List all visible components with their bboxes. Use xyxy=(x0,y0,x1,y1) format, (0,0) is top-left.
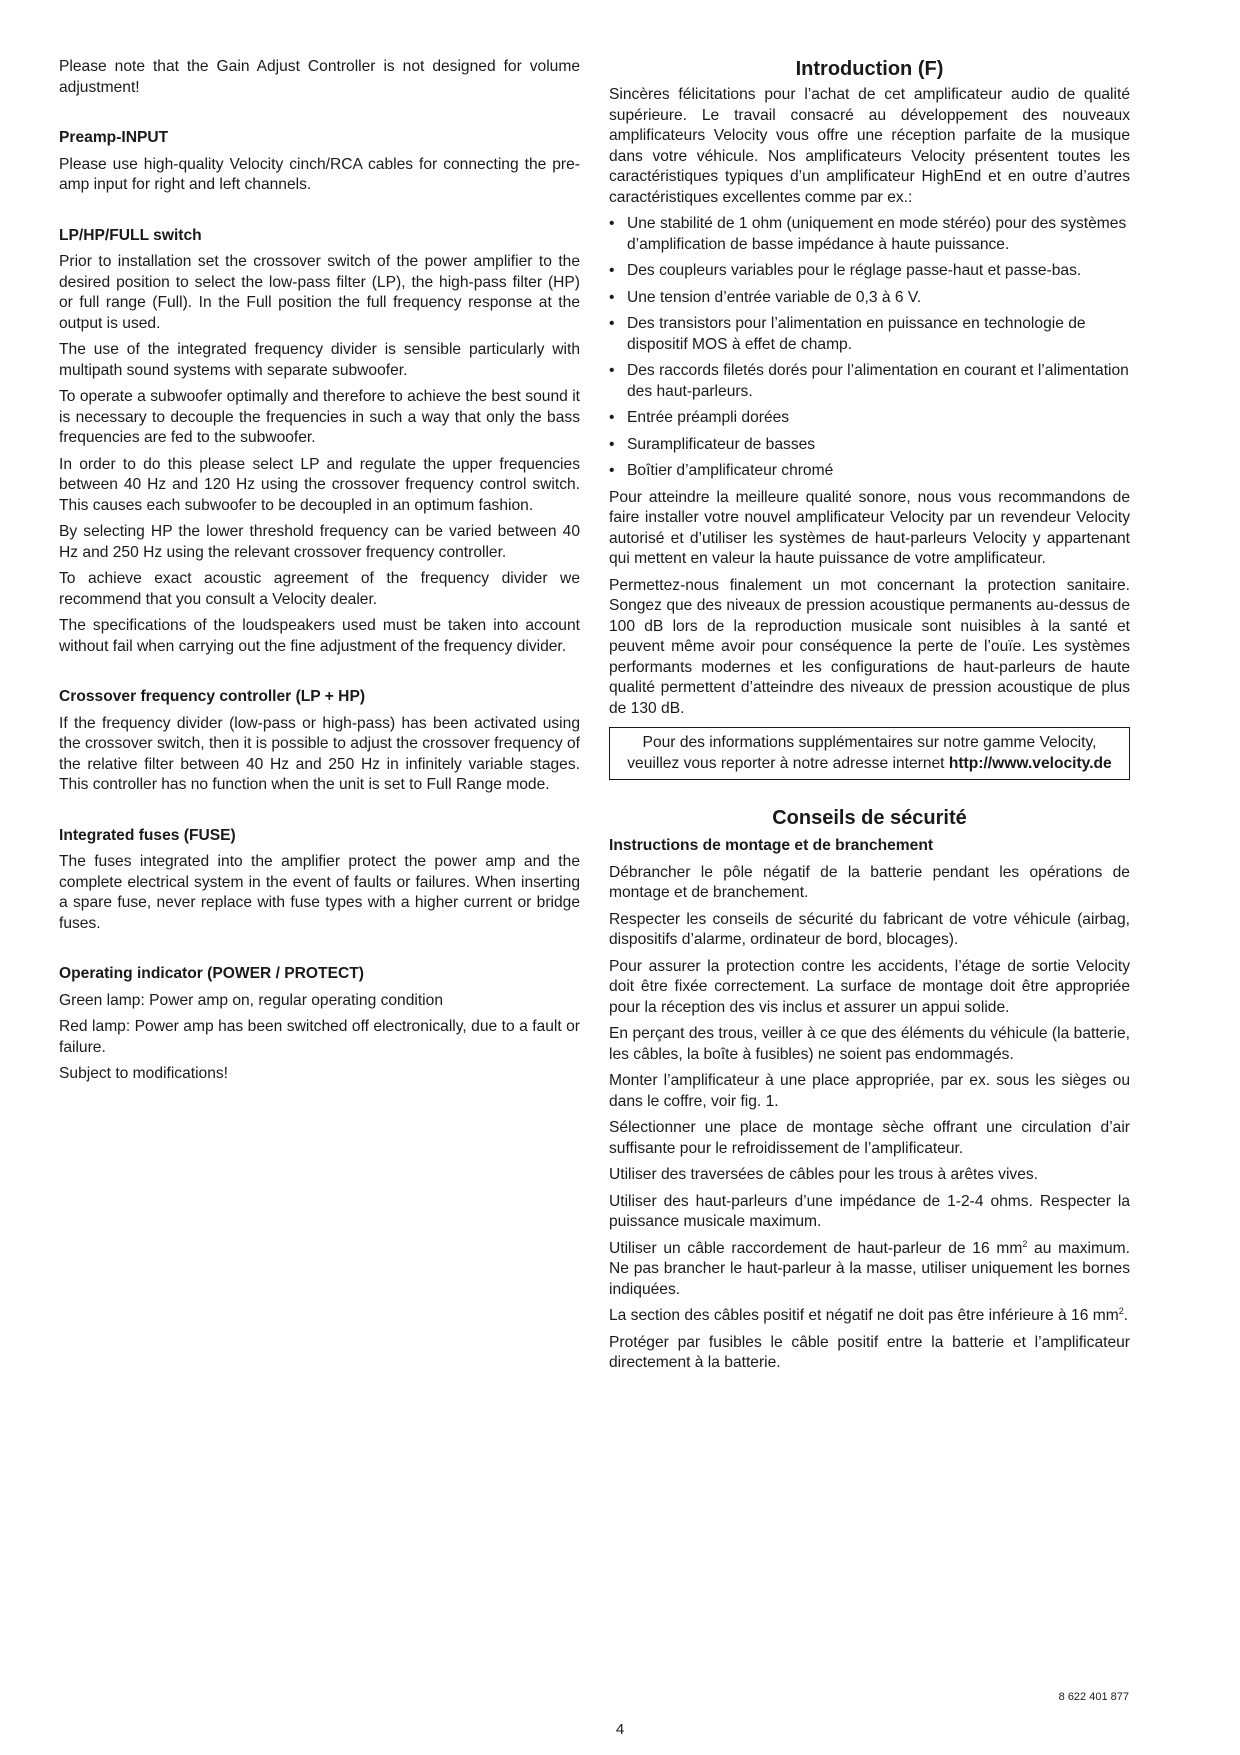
preamp-text: Please use high-quality Velocity cinch/RCA cables for connecting the pre-amp input for right and left channels. xyxy=(59,155,580,193)
page-number: 4 xyxy=(615,1721,625,1738)
bullet-icon: • xyxy=(609,362,615,379)
left-column xyxy=(59,57,580,1115)
safety-paragraph: En perçant des trous, veiller à ce que des éléments du véhicule (la batterie, les câbles, la boîte à fusibles) ne soient pas endommagés. xyxy=(609,1025,1130,1063)
preamp-heading: Preamp-INPUT xyxy=(59,129,169,146)
list-item-text: Des coupleurs variables pour le réglage passe-haut et passe-bas. xyxy=(627,262,1082,279)
safety-paragraph: Monter l’amplificateur à une place appropriée, par ex. sous les sièges ou dans le coffre, voir fig. 1. xyxy=(609,1072,1130,1110)
bullet-icon: • xyxy=(609,315,615,332)
crossover-section xyxy=(59,687,580,796)
modifications-note: Subject to modifications! xyxy=(59,1065,229,1082)
indicator-heading: Operating indicator (POWER / PROTECT) xyxy=(59,965,364,982)
indicator-section xyxy=(59,964,580,1085)
bullet-icon: • xyxy=(609,215,615,232)
superscript: 2 xyxy=(1118,1305,1124,1316)
safety-subheading: Instructions de montage et de branchement xyxy=(609,837,934,854)
fuses-section xyxy=(59,826,580,935)
preamp-section xyxy=(59,128,580,196)
dealer-paragraph: Pour atteindre la meilleure qualité sonore, nous vous recommandons de faire installer votre nouvel amplificateur Velocity par un revendeur Velocity autorisé et d’utiliser les systèmes de haut-parleurs Velocity y appartenant qui mettent en valeur la haute puissance de votre amplificateur. xyxy=(609,488,1130,567)
safety-paragraph: Utiliser des haut-parleurs d’une impédance de 1-2-4 ohms. Respecter la puissance musicale maximum. xyxy=(609,1192,1130,1230)
red-lamp-text: Red lamp: Power amp has been switched off electronically, due to a fault or failure. xyxy=(59,1018,580,1056)
bullet-icon: • xyxy=(609,409,615,426)
gain-note-section xyxy=(59,57,580,98)
safety-paragraph xyxy=(609,1239,1130,1301)
cable-text-b: au maximum. Ne pas brancher le haut-parleur à la masse, utiliser uniquement les bornes indiquées. xyxy=(609,1239,1130,1298)
safety-paragraph xyxy=(609,1306,1130,1327)
list-item-text: Entrée préampli dorées xyxy=(627,409,790,426)
superscript: 2 xyxy=(1022,1238,1028,1249)
list-item-text: Des raccords filetés dorés pour l’alimentation en courant et l’alimentation des haut-parleurs. xyxy=(627,362,1129,400)
bullet-icon: • xyxy=(609,435,615,453)
lphp-paragraph: The use of the integrated frequency divider is sensible particularly with multipath sound systems with separate subwoofer. xyxy=(59,341,580,379)
green-lamp-text: Green lamp: Power amp on, regular operating condition xyxy=(59,991,443,1009)
info-text: Pour des informations supplémentaires sur notre gamme Velocity, veuillez vous reporter à notre adresse internet xyxy=(627,734,1097,772)
health-paragraph: Permettez-nous finalement un mot concernant la protection sanitaire. Songez que des niveaux de pression acoustique permanents au-dessus de 100 dB lors de la reproduction musicale sont nuisibles à la santé et peuvent même avoir pour conséquence la perte de l’ouïe. Les systèmes performants modernes et les configurations de haut-parleurs de haute qualité permettent d’atteindre des niveaux de pression acoustique de plus de 130 dB. xyxy=(609,576,1130,717)
list-item-text: Suramplificateur de basses xyxy=(627,435,816,453)
feature-list xyxy=(609,214,1130,482)
website-link[interactable]: http://www.velocity.de xyxy=(948,754,1112,772)
list-item xyxy=(609,314,1130,355)
safety-paragraph: Respecter les conseils de sécurité du fabricant de votre véhicule (airbag, dispositifs d’alarme, ordinateur de bord, blocages). xyxy=(609,910,1130,948)
right-column xyxy=(609,57,1130,1380)
introduction-title: Introduction (F) xyxy=(795,58,944,80)
list-item xyxy=(609,461,1130,482)
list-item-text: Boîtier d’amplificateur chromé xyxy=(627,462,834,479)
cable-text-a: Utiliser un câble raccordement de haut-parleur de 16 mm xyxy=(609,1239,1023,1257)
lphp-paragraph: The specifications of the loudspeakers used must be taken into account without fail when carrying out the fine adjustment of the frequency divider. xyxy=(59,617,580,655)
list-item xyxy=(609,288,1130,309)
safety-paragraph: Protéger par fusibles le câble positif entre la batterie et l’amplificateur directement à la batterie. xyxy=(609,1333,1130,1371)
introduction-section xyxy=(609,57,1130,780)
list-item xyxy=(609,361,1130,402)
document-code: 8 622 401 877 xyxy=(1058,1691,1129,1703)
gain-note: Please note that the Gain Adjust Controller is not designed for volume adjustment! xyxy=(59,58,580,96)
lphp-section xyxy=(59,226,580,658)
fuses-heading: Integrated fuses (FUSE) xyxy=(59,826,236,844)
lphp-paragraph: To operate a subwoofer optimally and therefore to achieve the best sound it is necessary to decouple the frequencies in such a way that only the bass frequencies are fed to the subwoofer. xyxy=(59,388,580,446)
introduction-paragraph: Sincères félicitations pour l’achat de cet amplificateur audio de qualité supérieure. Le travail consacré au développement des nouveaux amplificateurs Velocity vous offre une réception parfaite de la musique dans votre véhicule. Nos amplificateurs Velocity présentent toutes les caractéristiques typiques d’un amplificateur HighEnd et en outre d’autres caractéristiques excellentes comme par ex.: xyxy=(609,86,1130,206)
fuses-text: The fuses integrated into the amplifier protect the power amp and the complete electrical system in the event of faults or failures. When inserting a spare fuse, never replace with fuse types with a higher current or bridge fuses. xyxy=(59,853,580,932)
list-item-text: Une tension d’entrée variable de 0,3 à 6 V. xyxy=(627,288,922,306)
section-text-a: La section des câbles positif et négatif ne doit pas être inférieure à 16 mm xyxy=(609,1307,1119,1324)
lphp-paragraph: Prior to installation set the crossover switch of the power amplifier to the desired position to select the low-pass filter (LP), the high-pass filter (HP) or full range (Full). In the Full position the full frequency response at the output is used. xyxy=(59,253,580,332)
list-item-text: Des transistors pour l’alimentation en puissance en technologie de dispositif MOS à effet de champ. xyxy=(627,315,1086,353)
list-item xyxy=(609,261,1130,282)
bullet-icon: • xyxy=(609,288,615,306)
list-item xyxy=(609,214,1130,255)
safety-paragraph: Utiliser des traversées de câbles pour les trous à arêtes vives. xyxy=(609,1166,1039,1183)
safety-paragraph: Débrancher le pôle négatif de la batterie pendant les opérations de montage et de branchement. xyxy=(609,863,1130,901)
safety-paragraph: Sélectionner une place de montage sèche offrant une circulation d’air suffisante pour le refroidissement de l’amplificateur. xyxy=(609,1119,1130,1157)
lphp-paragraph: In order to do this please select LP and regulate the upper frequencies between 40 Hz and 120 Hz using the crossover frequency control switch. This causes each subwoofer to be decoupled in an optimum fashion. xyxy=(59,455,580,514)
list-item-text: Une stabilité de 1 ohm (uniquement en mode stéréo) pour des systèmes d’amplification de basse impédance à haute puissance. xyxy=(627,215,1127,253)
section-text-b: . xyxy=(1123,1307,1129,1324)
bullet-icon: • xyxy=(609,262,615,279)
safety-title: Conseils de sécurité xyxy=(772,807,967,829)
safety-paragraph: Pour assurer la protection contre les accidents, l’étage de sortie Velocity doit être fixée correctement. La surface de montage doit être appropriée pour la réception des vis inclus et assurer un appui solide. xyxy=(609,957,1130,1016)
crossover-text: If the frequency divider (low-pass or high-pass) has been activated using the crossover switch, then it is possible to adjust the crossover frequency of the relative filter between 40 Hz and 250 Hz in infinitely variable stages. This controller has no function when the unit is set to Full Range mode. xyxy=(59,714,580,793)
crossover-heading: Crossover frequency controller (LP + HP) xyxy=(59,688,366,705)
lphp-paragraph: By selecting HP the lower threshold frequency can be varied between 40 Hz and 250 Hz using the relevant crossover frequency controller. xyxy=(59,523,580,561)
safety-section xyxy=(609,806,1130,1374)
lphp-heading: LP/HP/FULL switch xyxy=(59,226,202,244)
list-item xyxy=(609,408,1130,429)
lphp-paragraph: To achieve exact acoustic agreement of the frequency divider we recommend that you consult a Velocity dealer. xyxy=(59,570,580,608)
bullet-icon: • xyxy=(609,462,615,479)
info-box xyxy=(609,727,1130,780)
list-item xyxy=(609,435,1130,456)
